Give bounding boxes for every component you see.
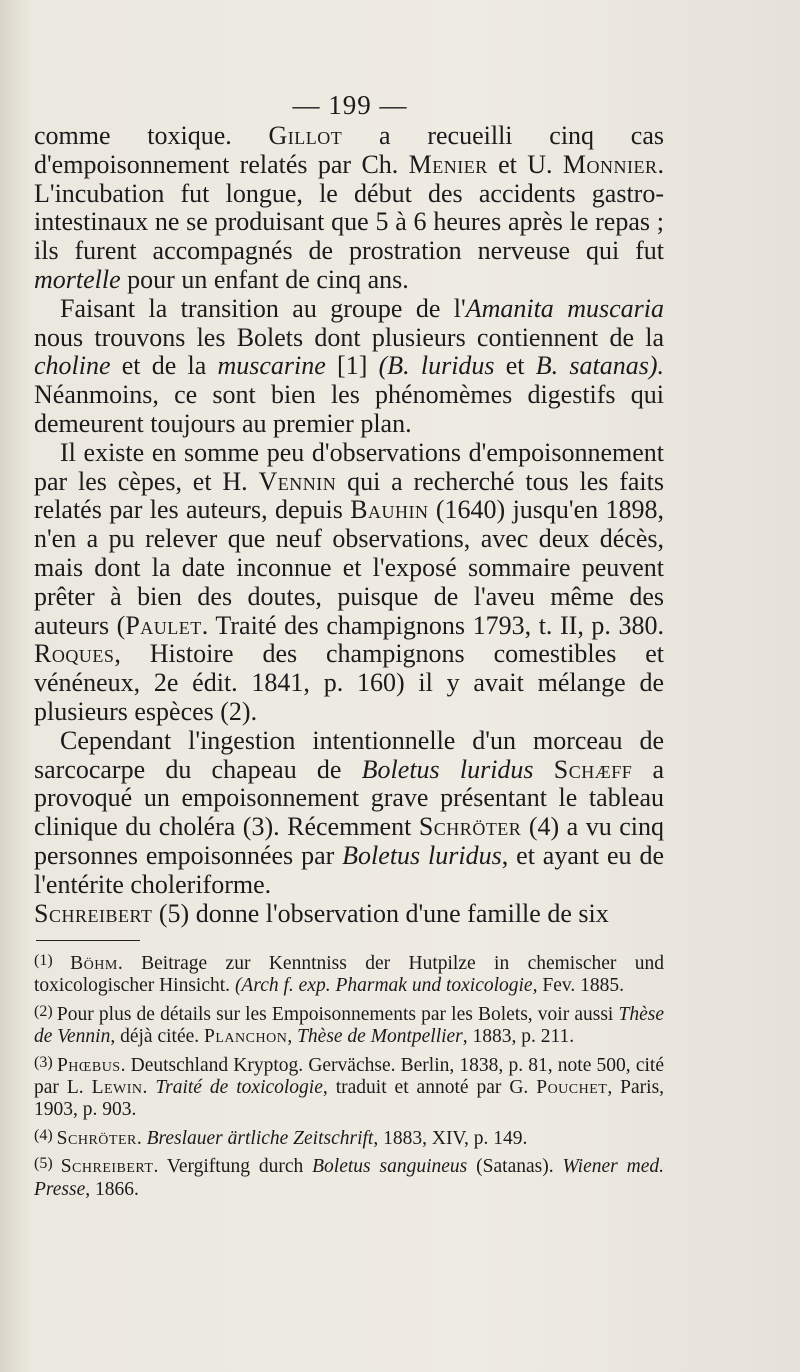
italic-text: Traité de toxicologie xyxy=(155,1077,323,1099)
small-caps-name: Schreibert xyxy=(34,898,153,928)
paragraph xyxy=(34,900,664,929)
text-run: . xyxy=(142,1077,156,1099)
footnote-divider xyxy=(36,940,140,941)
small-caps-name: Schröter xyxy=(418,812,522,842)
italic-text: Thèse de Montpellier xyxy=(297,1026,463,1048)
italic-text: muscarine xyxy=(217,351,326,381)
footnote xyxy=(34,1001,664,1049)
text-run: Pour plus de détails sur les Empoisonnements par les Bolets, voir aussi xyxy=(56,1003,619,1025)
small-caps-name: Schreibert xyxy=(60,1156,154,1178)
footnotes xyxy=(34,950,664,1204)
footnote xyxy=(34,1052,664,1122)
text-run: a recueilli cinq cas d'empoisonnement relatés par Ch. xyxy=(34,121,664,179)
italic-text: Wiener med. Presse xyxy=(34,1156,664,1200)
small-caps-name: Paulet xyxy=(125,610,202,640)
text-run: Il existe en somme peu d'observations d'empoisonnement par les cèpes, et H. xyxy=(34,437,664,496)
italic-text: (Arch f. exp. Pharmak und toxicologie, xyxy=(234,975,538,997)
italic-text: Boletus luridus xyxy=(342,840,502,870)
italic-text: Boletus sanguineus xyxy=(312,1156,468,1178)
text-run: , 1883, XIV, p. 149. xyxy=(373,1127,528,1149)
text-run: , Histoire des champignons comestibles et vénéneux, 2e édit. 1841, p. 160) il y avait mélange de plusieurs espèces (2). xyxy=(34,639,664,726)
italic-text: (B. luridus xyxy=(378,351,495,381)
text-run: nous trouvons les Bolets dont plusieurs contiennent de la xyxy=(34,322,664,352)
page-number: — 199 — xyxy=(292,90,408,120)
text-run: (Satanas). xyxy=(467,1156,563,1178)
footnote xyxy=(34,950,664,998)
small-caps-name: Bauhin xyxy=(350,495,429,525)
small-caps-name: Pouchet xyxy=(536,1077,608,1099)
small-caps-name: Schröter xyxy=(56,1127,137,1149)
footnote-number: (4) xyxy=(34,1126,57,1144)
text-run: , xyxy=(287,1026,298,1048)
text-run: . Beitrage zur Kenntniss der Hutpilze in chemischer und toxicologischer Hinsicht. xyxy=(34,953,665,997)
text-run: et xyxy=(494,351,536,381)
small-caps-name: Roques xyxy=(34,639,115,669)
italic-text: B. satanas). xyxy=(535,351,664,381)
small-caps-name: Planchon xyxy=(204,1026,288,1048)
text-run: . xyxy=(136,1127,147,1149)
text-run: . Vergiftung durch xyxy=(153,1156,313,1178)
text-run: Fev. 1885. xyxy=(537,975,624,997)
text-run: qui a recherché tous les faits relatés par les auteurs, depuis xyxy=(34,466,664,525)
text-run: Cependant l'ingestion intentionnelle d'un morceau de sarcocarpe du chapeau de xyxy=(34,725,664,784)
small-caps-name: Menier xyxy=(408,149,488,179)
paragraph xyxy=(34,295,664,439)
text-run: [1] xyxy=(325,351,379,381)
text-run: pour un enfant de cinq ans. xyxy=(120,264,409,294)
small-caps-name: Böhm xyxy=(70,953,118,974)
text-run: , 1883, p. 211. xyxy=(462,1026,575,1048)
text-run: et U. xyxy=(487,149,563,179)
body-text xyxy=(34,122,664,928)
italic-text: Breslauer ärtliche Zeitschrift xyxy=(146,1127,374,1149)
small-caps-name: Monnier xyxy=(562,149,658,179)
italic-text: mortelle xyxy=(34,264,121,294)
text-run: Faisant la transition au groupe de l' xyxy=(60,293,466,323)
paragraph xyxy=(34,122,664,295)
text-run: , déjà citée. xyxy=(110,1026,205,1048)
footnote-number: (1) xyxy=(34,952,71,969)
italic-text: choline xyxy=(34,351,111,381)
footnote xyxy=(34,1153,664,1201)
small-caps-name: Phœbus xyxy=(56,1054,121,1076)
footnote-number: (2) xyxy=(34,1002,57,1020)
footnote xyxy=(34,1125,664,1150)
text-run: a provoqué un empoisonnement grave présentant le tableau clinique du choléra (3). Récemment xyxy=(34,754,665,842)
text-run: (5) donne l'observation d'une famille de six xyxy=(152,898,609,928)
text-run: (1640) jusqu'en 1898, n'en a pu relever que neuf observations, avec deux décès, mais dont la date inconnue et l'exposé sommaire peuvent prêter à bien des doutes, puisque de l'aveu même des auteurs ( xyxy=(34,495,664,640)
paragraph xyxy=(34,727,664,900)
text-run: , Paris, 1903, p. 903. xyxy=(34,1077,665,1121)
text-run: et de la xyxy=(110,351,218,381)
text-run: . Traité des champignons 1793, t. II, p. 380. xyxy=(201,610,664,640)
text-run: . Deutschland Kryptog. Gervächse. Berlin, 1838, p. 81, note 500, cité par L. xyxy=(34,1054,664,1099)
text-run: , et ayant eu de l'entérite choleriforme. xyxy=(34,840,664,899)
small-caps-name: Gillot xyxy=(268,121,343,150)
small-caps-name: Schæff xyxy=(553,754,633,784)
text-run: , traduit et annoté par G. xyxy=(322,1077,537,1099)
text-run: , 1866. xyxy=(85,1178,139,1200)
text-run: (4) a vu cinq personnes empoisonnées par xyxy=(34,812,665,870)
italic-text: Boletus luridus xyxy=(361,754,534,784)
text-run: Néanmoins, ce sont bien les phénomèmes digestifs qui demeurent toujours au premier plan. xyxy=(34,380,664,438)
text-run: comme toxique. xyxy=(34,121,269,150)
italic-text: Thèse de Vennin xyxy=(34,1003,664,1048)
text-run: . L'incubation fut longue, le début des accidents gastro-intestinaux ne se produisant que 5 à 6 heures après le repas ; ils furent accompagnés de prostration nerveuse qui fut xyxy=(34,149,664,266)
small-caps-name: Lewin xyxy=(91,1077,143,1099)
footnote-number: (5) xyxy=(34,1155,61,1173)
text-run xyxy=(534,755,554,784)
footnote-number: (3) xyxy=(34,1053,57,1071)
small-caps-name: Vennin xyxy=(258,466,337,496)
paragraph xyxy=(34,439,664,727)
italic-text: Amanita muscaria xyxy=(465,293,664,323)
